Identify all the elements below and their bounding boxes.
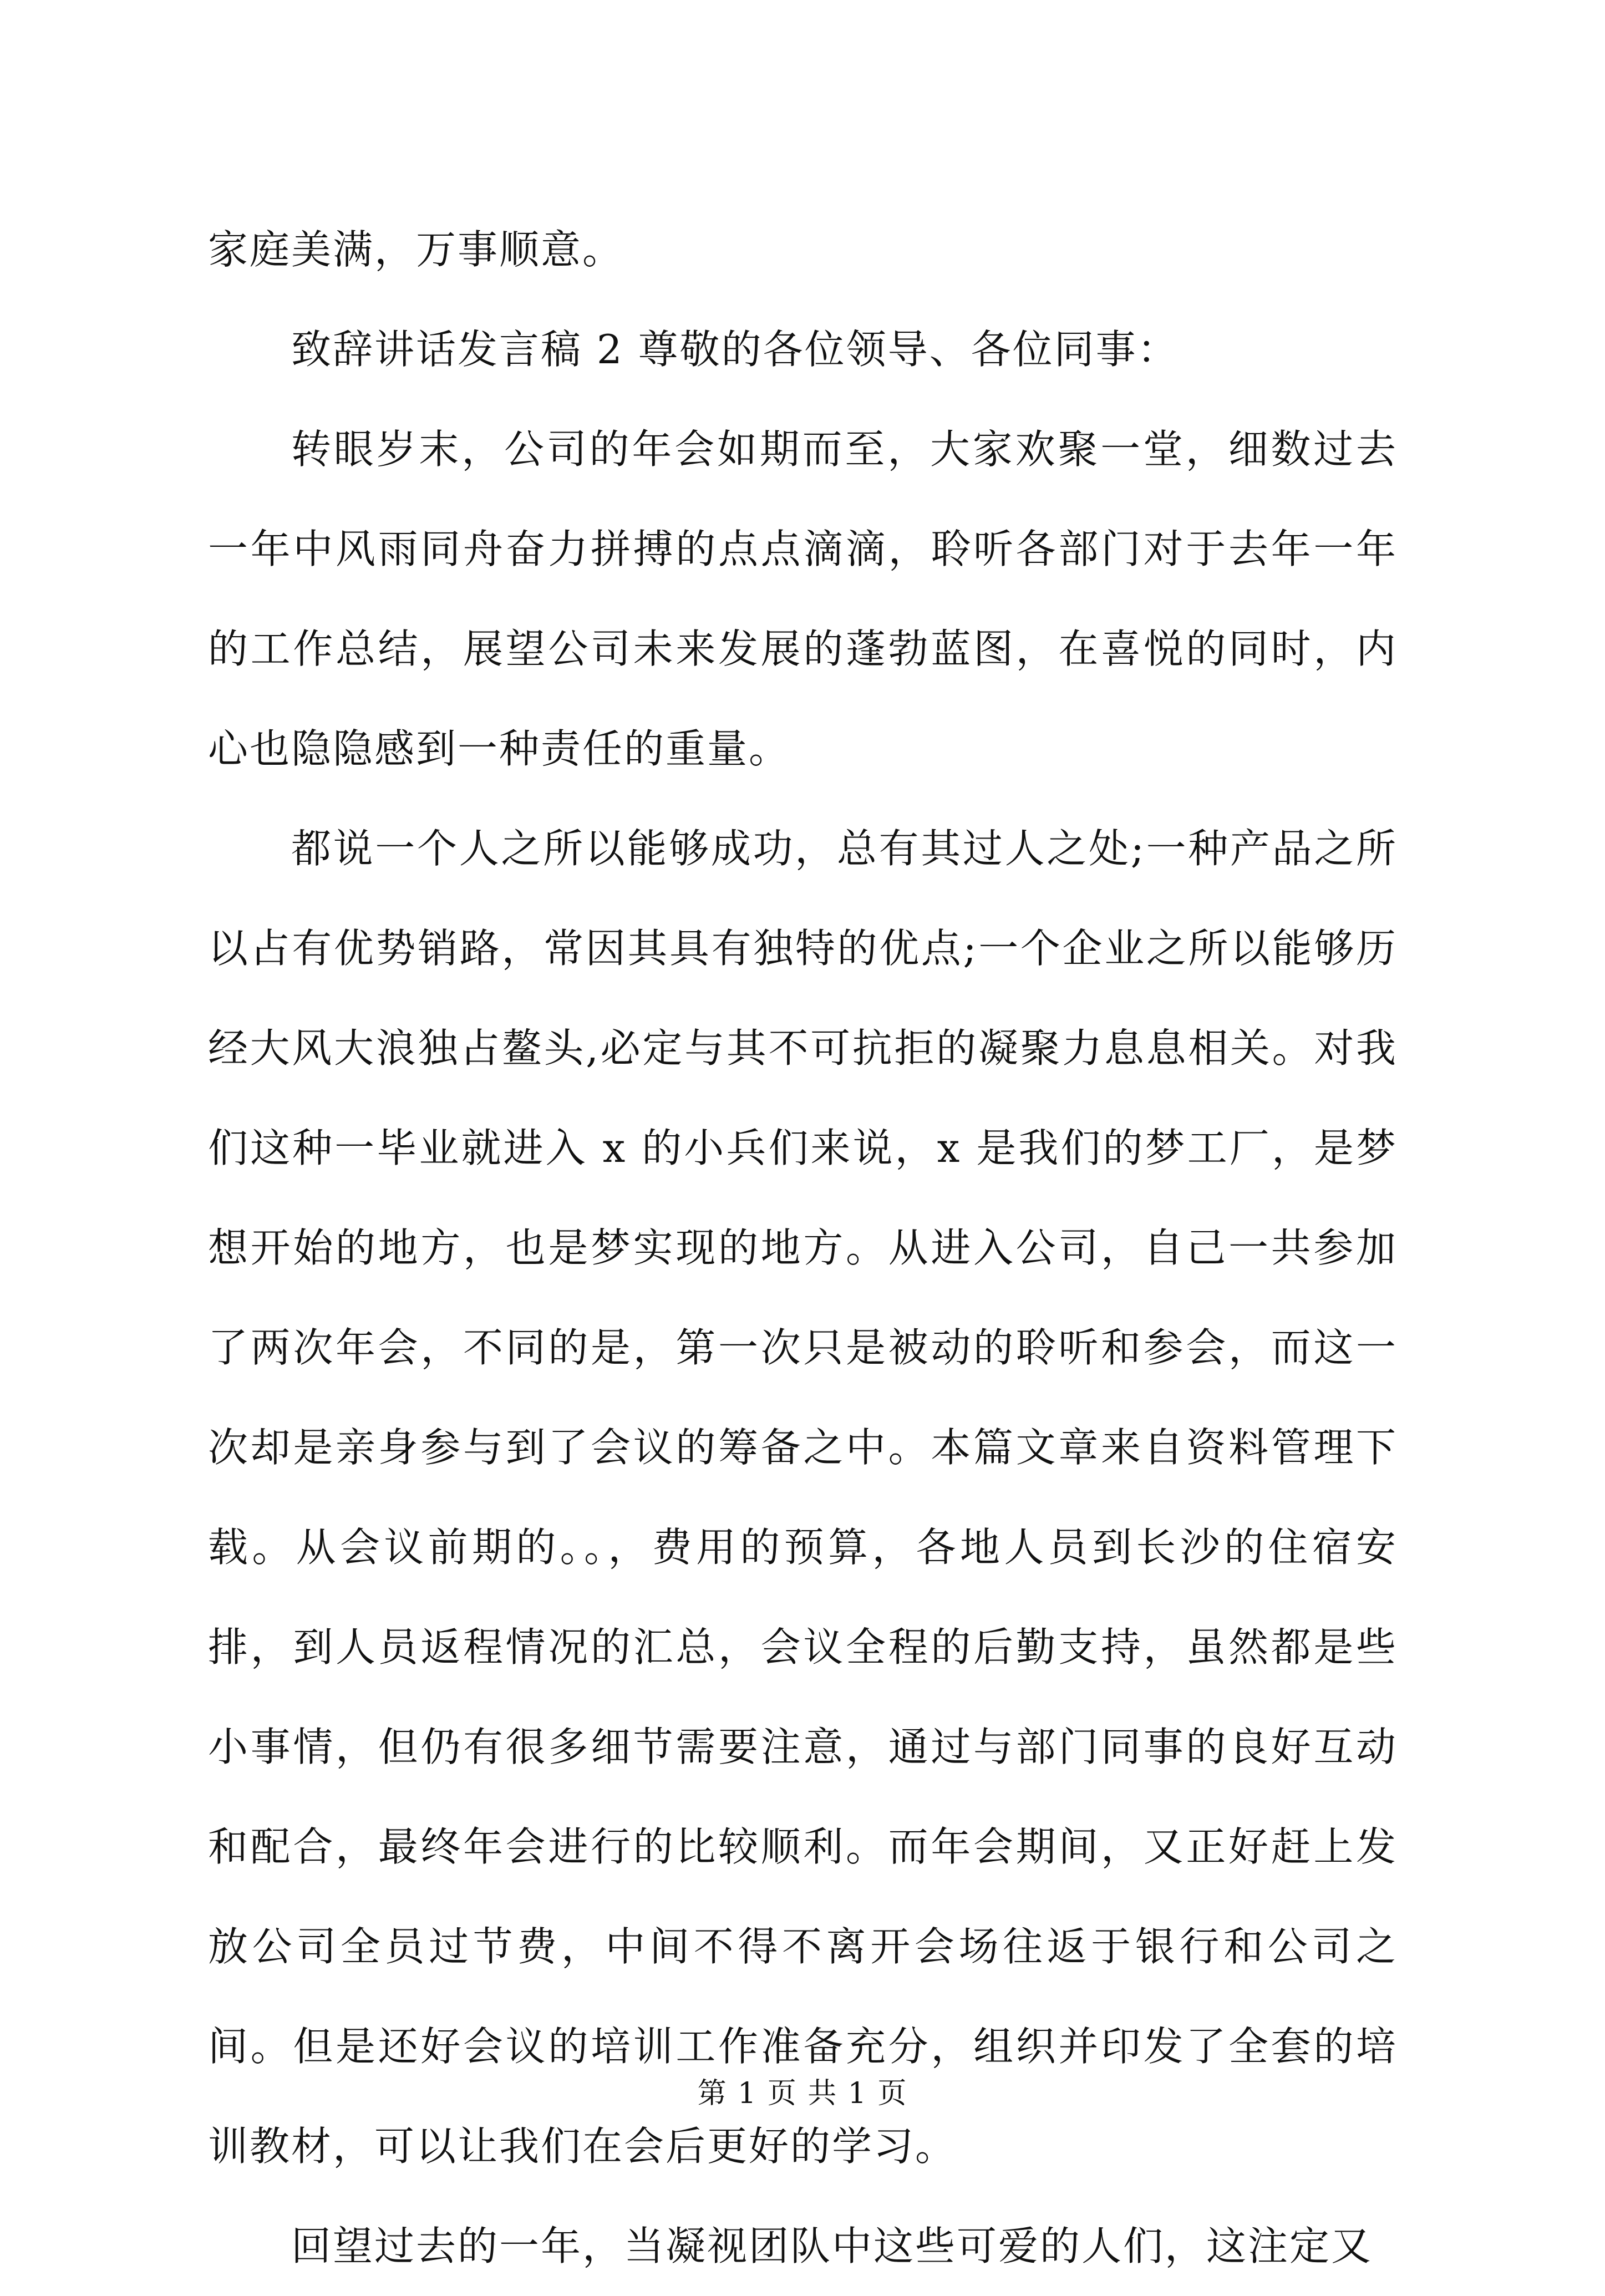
paragraph-cohesion: 都说一个人之所以能够成功，总有其过人之处;一种产品之所以占有优势销路，常因其具有独特的优点;一个企业之所以能够历经大风大浪独占鳌头,必定与其不可抗拒的凝聚力息息相关。对我们这种一毕业就进入 x 的小兵们来说，x 是我们的梦工厂，是梦想开始的地方，也是梦实现的地方。从进入公司，自己一共参加了两次年会，不同的是，第一次只是被动的聆听和参会，而这一次却是亲身参与到了会议的筹备之中。本篇文章来自资料管理下载。从会议前期的。。，费用的预算，各地人员到长沙的住宿安排，到人员返程情况的汇总，会议全程的后勤支持，虽然都是些小事情，但仍有很多细节需要注意，通过与部门同事的良好互动和配合，最终年会进行的比较顺利。而年会期间，又正好赶上发放公司全员过节费，中间不得不离开会场往返于银行和公司之间。但是还好会议的培训工作准备充分，组织并印发了全套的培训教材，可以让我们在会后更好的学习。 (208, 825, 1398, 2170)
document-body (208, 200, 1398, 2296)
paragraph-continuation: 家庭美满，万事顺意。 (208, 226, 624, 273)
paragraph-heading-greeting: 致辞讲话发言稿 2 尊敬的各位领导、各位同事： (291, 326, 1179, 373)
paragraph-annual-meeting: 转眼岁末，公司的年会如期而至，大家欢聚一堂，细数过去一年中风雨同舟奋力拼搏的点点滴滴，聆听各部门对于去年一年的工作总结，展望公司未来发展的蓬勃蓝图，在喜悦的同时，内心也隐隐感到一种责任的重量。 (208, 426, 1398, 772)
paragraph-looking-back: 回望过去的一年，当凝视团队中这些可爱的人们，这注定又 (291, 2223, 1373, 2269)
page-number-footer: 第 1 页 共 1 页 (697, 2077, 908, 2110)
